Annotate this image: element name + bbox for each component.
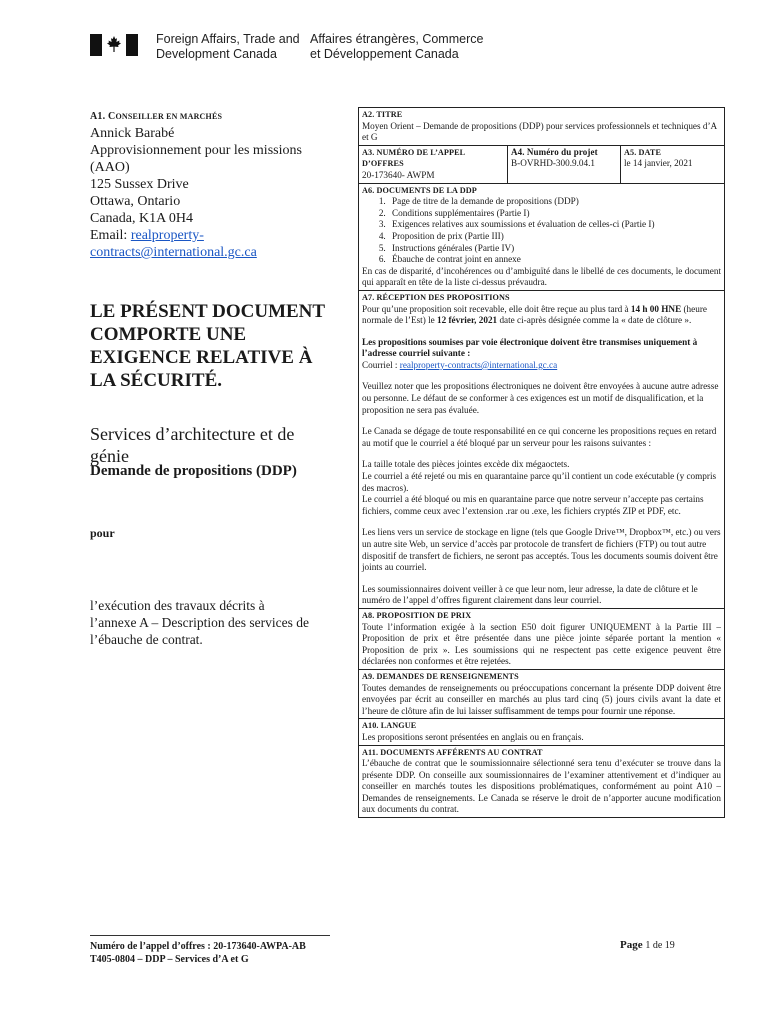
a7-title: A7. RÉCEPTION DES PROPOSITIONS <box>362 292 510 302</box>
a7-bidder-note: Les soumissionnaires doivent veiller à ce que leur nom, leur adresse, la date de clôture et le numéro de l’appel d’offres figurent clairement dans leur courriel. <box>362 583 698 606</box>
work-description: l’exécution des travaux décrits à l’annexe A – Description des services de l’ébauche de contrat. <box>90 598 309 647</box>
a7-reason-1: La taille totale des pièces jointes excède dix mégaoctets. <box>362 459 570 470</box>
services-title: Services d’architecture et de génie <box>90 424 295 466</box>
a7-email-line: Courriel : realproperty-contracts@international.gc.ca <box>362 359 558 370</box>
a7-deadline: Pour qu’une proposition soit recevable, elle doit être reçue au plus tard à 14 h 00 HNE (heure normale de l’Est) le 12 février, 2021 date ci-après désignée comme la « date de clôture ». <box>362 303 707 326</box>
list-item: 5. Instructions générales (Partie IV) <box>388 243 721 255</box>
a9-text: Toutes demandes de renseignements ou préoccupations concernant la présente DDP doivent être envoyées par écrit au conseiller en marchés au plus tard cinq (5) jours civils avant la date et l’heure de clôture afin de lui laisser suffisamment de temps pour fournir une réponse. <box>362 682 721 716</box>
a7-disclaimer: Le Canada se dégage de toute responsabilité en ce qui concerne les propositions reçues en retard au motif que le courriel a été bloqué par un serveur pour les raisons suivantes : <box>362 426 717 448</box>
a7-reason-2: Le courriel a été rejeté ou mis en quarantaine parce qu’il contient un code exécutable (y compris des macros). <box>362 471 717 493</box>
security-requirement-notice: LE PRÉSENT DOCUMENT COMPORTE UNE EXIGENCE RELATIVE À LA SÉCURITÉ. <box>90 301 326 391</box>
a11-text: L’ébauche de contrat que le soumissionnaire sélectionné sera tenu d’exécuter se trouve dans la présente DDP. On conseille aux soumissionnaires de l’examiner attentivement et d’indiquer au conseiller en marchés toutes les dispositions problématiques, conformément au point A10 – Demandes de renseignements. Le Canada se réserve le droit de n’apporter aucune modification aux documents du contrat. <box>362 758 721 815</box>
a2-text: Moyen Orient – Demande de propositions (DDP) pour services professionnels et techniques d’A et G <box>362 120 717 143</box>
adviser-unit-abbr: (AAO) <box>90 160 130 175</box>
page-number: Page 1 de 19 <box>620 939 675 951</box>
canada-flag-icon <box>90 34 138 56</box>
row-a2 <box>359 108 725 146</box>
adviser-title: A1. CONSEILLER EN MARCHÉS <box>90 111 223 122</box>
a4-title: A4. Numéro du projet <box>511 146 598 157</box>
a3-value: 20-173640- AWPM <box>362 169 435 180</box>
document-header <box>90 30 520 64</box>
a7-links-note: Les liens vers un service de stockage en ligne (tels que Google Drive™, Dropbox™, etc.) ou vers un autre site Web, un service d’accès par protocole de transfert de fichiers (FTP) ou tout autre dispositif de transfert de fichiers, ne seront pas acceptés. Tous les documents soumis doivent être joints au courriel. <box>362 527 721 573</box>
row-a10 <box>359 719 725 745</box>
row-a9 <box>359 669 725 718</box>
list-item: 4. Proposition de prix (Partie III) <box>388 231 721 243</box>
rfp-label: Demande de propositions (DDP) <box>90 463 297 479</box>
a11-title: A11. DOCUMENTS AFFÉRENTS AU CONTRAT <box>362 747 543 757</box>
a4-value: B-OVRHD-300.9.04.1 <box>511 158 595 169</box>
rfp-info-table <box>358 107 725 818</box>
a5-value: le 14 janvier, 2021 <box>624 158 693 169</box>
row-a7 <box>359 290 725 608</box>
list-item: 6. Ébauche de contrat joint en annexe <box>388 254 721 266</box>
a10-title: A10. LANGUE <box>362 721 417 731</box>
a7-email-instructions: Les propositions soumises par voie électronique doivent être transmises uniquement à l’adresse courriel suivante : <box>362 336 698 359</box>
footer-reference: Numéro de l’appel d’offres : 20-173640-AWPA-AB T405-0804 – DDP – Services d’A et G <box>90 941 306 965</box>
a10-text: Les propositions seront présentées en anglais ou en français. <box>362 731 584 742</box>
a8-title: A8. PROPOSITION DE PRIX <box>362 610 472 620</box>
adviser-name: Annick Barabé <box>90 126 175 141</box>
list-item: 2. Conditions supplémentaires (Partie I) <box>388 208 721 220</box>
a5-title: A5. DATE <box>624 147 662 157</box>
adviser-unit: Approvisionnement pour les missions <box>90 143 302 158</box>
a3-title: A3. NUMÉRO DE L’APPEL D’OFFRES <box>362 147 465 169</box>
a7-reason-3: Le courriel a été bloqué ou mis en quarantaine parce que notre serveur n’accepte pas certains fichiers, comme ceux avec l’extension .rar ou .exe, les fichiers cryptés ZIP et PDF, etc. <box>362 494 704 516</box>
adviser-city: Ottawa, Ontario <box>90 194 181 209</box>
a7-warning: Veuillez noter que les propositions électroniques ne doivent être envoyées à aucune autre adresse ou personne. Le défaut de se conformer à ces exigences est un motif de disqualification, et la proposition ne sera pas évaluée. <box>362 381 719 415</box>
submission-email-link[interactable]: realproperty-contracts@international.gc.ca <box>399 359 558 370</box>
department-name-english: Foreign Affairs, Trade and Development Canada <box>156 32 300 61</box>
rfp-documents-list <box>362 196 721 266</box>
adviser-street: 125 Sussex Drive <box>90 177 189 192</box>
row-a3-a5 <box>359 145 725 183</box>
adviser-postal: Canada, K1A 0H4 <box>90 211 194 226</box>
footer-divider <box>90 935 330 936</box>
contracting-adviser-block <box>90 108 335 261</box>
row-a8 <box>359 608 725 669</box>
row-a11 <box>359 745 725 818</box>
adviser-email-link[interactable]: realproperty- <box>130 228 204 243</box>
list-item: 3. Exigences relatives aux soumissions et évaluation de celles-ci (Partie I) <box>388 219 721 231</box>
adviser-email-link-cont[interactable]: contracts@international.gc.ca <box>90 245 257 260</box>
department-name-french: Affaires étrangères, Commerce et Développement Canada <box>310 32 484 61</box>
row-a6 <box>359 183 725 290</box>
a2-title: A2. TITRE <box>362 110 403 119</box>
list-item: 1. Page de titre de la demande de propositions (DDP) <box>388 196 721 208</box>
a9-title: A9. DEMANDES DE RENSEIGNEMENTS <box>362 671 519 681</box>
a6-note: En cas de disparité, d’incohérences ou d’ambiguïté dans le libellé de ces documents, le document qui apparaît en tête de la liste ci-dessus prévaudra. <box>362 265 721 288</box>
adviser-email: Email: realproperty- <box>90 228 204 243</box>
a6-title: A6. DOCUMENTS DE LA DDP <box>362 185 477 195</box>
for-label: pour <box>90 526 115 540</box>
a8-text: Toute l’information exigée à la section E50 doit figurer UNIQUEMENT à la Partie III – Proposition de prix et être présentée dans une pièce jointe séparée portant la mention « Proposition de prix ». Les soumissions qui ne respectent pas cette exigence peuvent être déclarées non conformes et être rejetées. <box>362 621 721 667</box>
